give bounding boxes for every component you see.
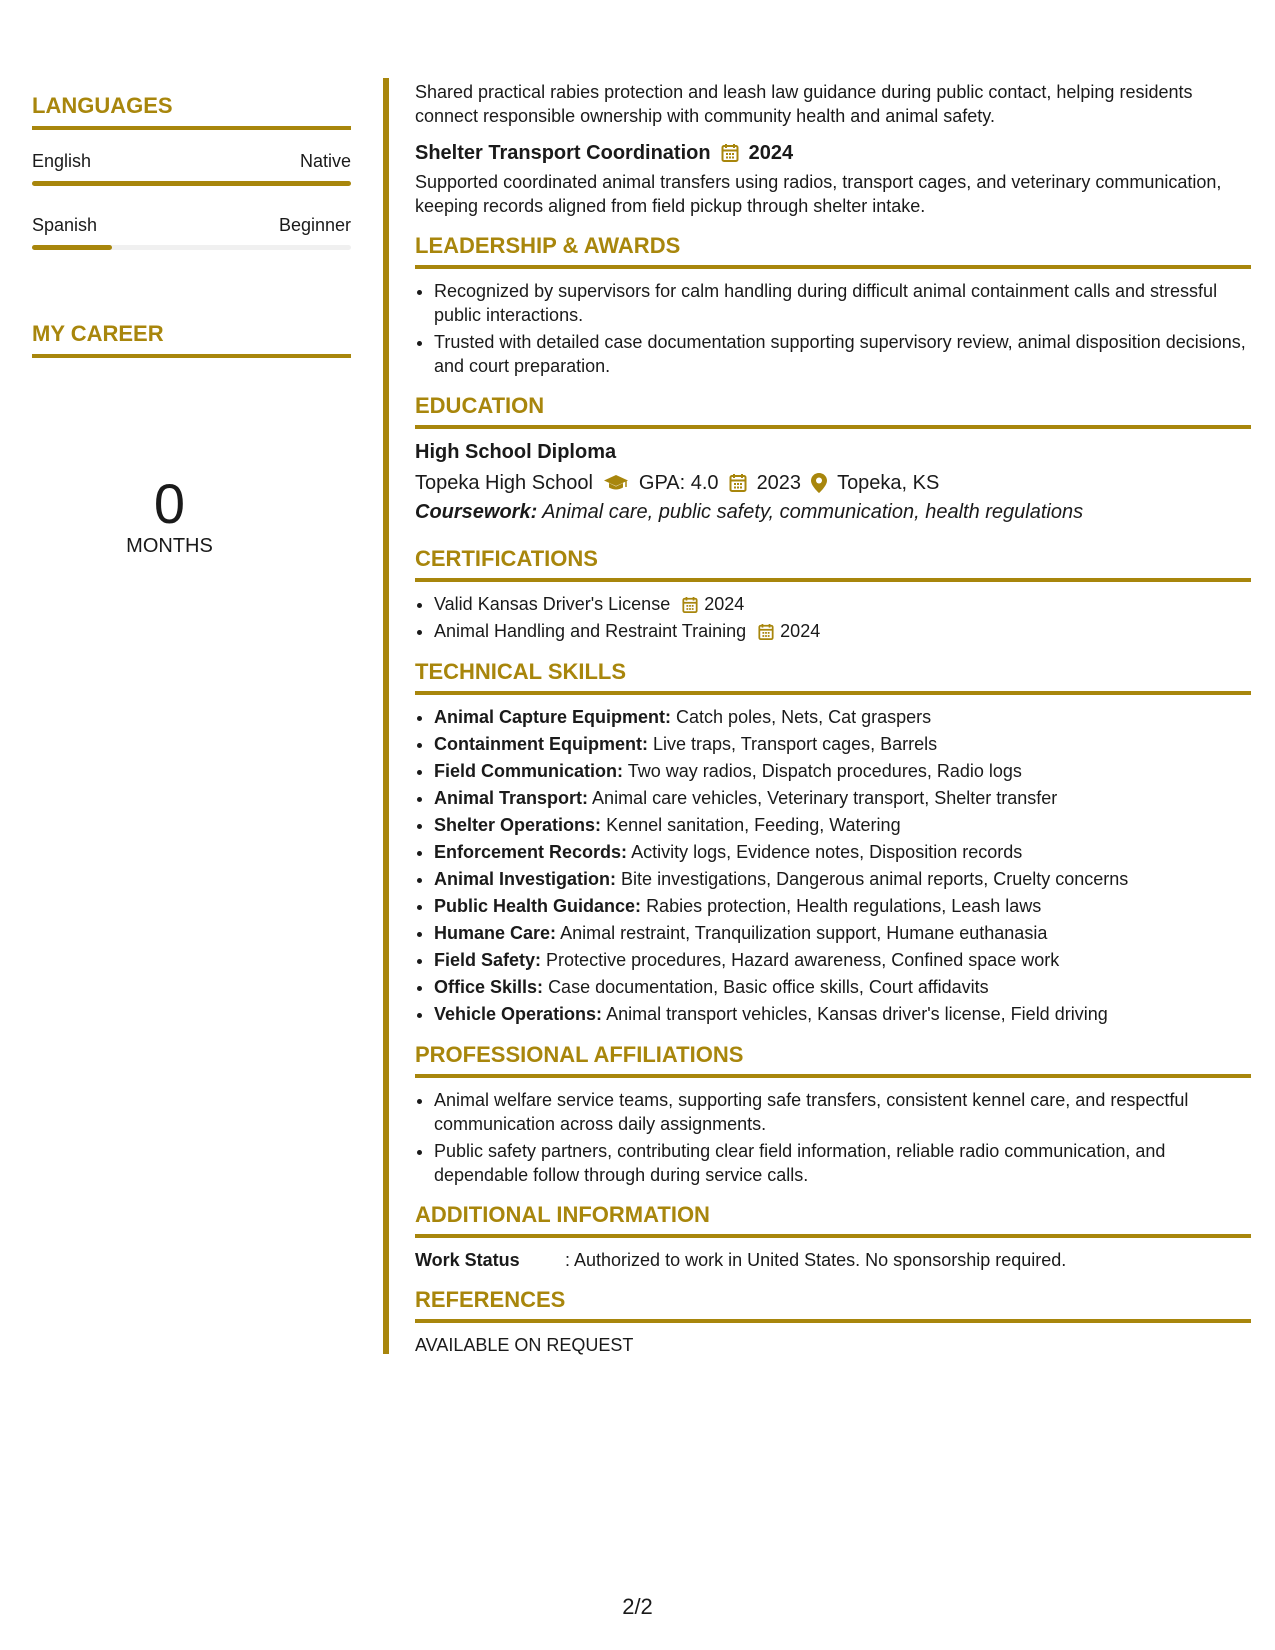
language-level: Native: [299, 151, 351, 171]
skill-item: [434, 813, 1251, 838]
skill-item: [434, 894, 1251, 919]
career-title: MY CAREER: [32, 321, 164, 346]
skill-value: Live traps, Transport cages, Barrels: [653, 734, 938, 754]
skill-item: [434, 867, 1251, 892]
affiliations-list: [415, 1088, 1251, 1187]
section-rule: [415, 425, 1251, 429]
section-rule: [415, 578, 1251, 582]
gpa: GPA: 4.0: [638, 472, 719, 494]
certifications-section: [415, 545, 1251, 644]
skill-value: Animal care vehicles, Veterinary transport, Shelter transfer: [592, 788, 1058, 808]
info-value: : Authorized to work in United States. No sponsorship required.: [565, 1250, 1067, 1270]
skill-label: Enforcement Records:: [434, 842, 628, 862]
certification-item: [434, 592, 1251, 617]
skill-value: Kennel sanitation, Feeding, Watering: [606, 815, 901, 835]
skill-value: Activity logs, Evidence notes, Disposition records: [631, 842, 1023, 862]
references-section: [415, 1286, 1251, 1357]
leadership-title: LEADERSHIP & AWARDS: [415, 233, 681, 258]
skill-item: [434, 705, 1251, 730]
additional-title: ADDITIONAL INFORMATION: [415, 1202, 710, 1227]
list-item: • Trusted with detailed case documentation supporting supervisory review, animal disposition decisions, and court preparation.: [434, 330, 1251, 378]
section-rule: [415, 1319, 1251, 1323]
skill-label: Public Health Guidance:: [434, 896, 642, 916]
skill-value: Two way radios, Dispatch procedures, Radio logs: [627, 761, 1022, 781]
career-rule: [32, 354, 351, 358]
certification-year: 2024: [780, 621, 821, 641]
degree: High School Diploma: [415, 441, 617, 463]
skills-list: [415, 705, 1251, 1027]
affiliations-section: [415, 1041, 1251, 1187]
skill-item: [434, 840, 1251, 865]
coursework: [415, 497, 1251, 527]
leadership-list: [415, 279, 1251, 378]
language-bar: [32, 245, 351, 250]
certification-name: • Animal Handling and Restraint Training: [434, 621, 747, 641]
section-rule: [415, 1074, 1251, 1078]
affiliations-title: PROFESSIONAL AFFILIATIONS: [415, 1042, 744, 1067]
entry-title: Shelter Transport Coordination: [415, 142, 711, 164]
leadership-section: [415, 232, 1251, 378]
skill-label: Vehicle Operations:: [434, 1004, 603, 1024]
certification-name: • Valid Kansas Driver's License: [434, 594, 671, 614]
school-name: Topeka High School: [415, 472, 593, 494]
section-rule: [415, 1234, 1251, 1238]
education-meta: [415, 469, 1251, 497]
skill-item: [434, 732, 1251, 757]
calendar-icon: [682, 596, 698, 614]
experience-entry: [415, 140, 1251, 218]
skill-label: Animal Investigation:: [434, 869, 617, 889]
skill-value: Rabies protection, Health regulations, Leash laws: [646, 896, 1042, 916]
certification-item: [434, 619, 1251, 644]
info-row: [415, 1248, 1251, 1272]
education-section: [415, 392, 1251, 527]
certification-year: 2024: [704, 594, 745, 614]
calendar-icon: [758, 623, 774, 641]
skill-item: [434, 1002, 1251, 1027]
career-count: 0: [153, 472, 186, 535]
entry-year: 2024: [748, 142, 794, 164]
language-item: [32, 214, 351, 250]
column-divider: [383, 78, 389, 1354]
graduation-cap-icon: [603, 474, 629, 492]
skill-label: Humane Care:: [434, 923, 557, 943]
certifications-list: [415, 592, 1251, 644]
career-unit: MONTHS: [126, 535, 213, 557]
info-label: Work Status: [415, 1250, 520, 1270]
education-title: EDUCATION: [415, 393, 545, 418]
references-text: AVAILABLE ON REQUEST: [415, 1335, 634, 1355]
school-location: Topeka, KS: [837, 472, 940, 494]
skill-item: [434, 759, 1251, 784]
skill-item: [434, 975, 1251, 1000]
languages-rule: [32, 126, 351, 130]
skill-value: Bite investigations, Dangerous animal reports, Cruelty concerns: [621, 869, 1129, 889]
list-item: • Animal welfare service teams, supporting safe transfers, consistent kennel care, and respectful communication across daily assignments.: [434, 1088, 1251, 1136]
calendar-icon: [729, 473, 747, 493]
skill-value: Case documentation, Basic office skills, Court affidavits: [548, 977, 989, 997]
right-column: [415, 80, 1251, 1357]
skill-value: Animal transport vehicles, Kansas driver's license, Field driving: [606, 1004, 1108, 1024]
skill-item: [434, 786, 1251, 811]
languages-title: LANGUAGES: [32, 93, 173, 118]
coursework-text: Animal care, public safety, communication, health regulations: [542, 501, 1084, 523]
list-item: • Public safety partners, contributing clear field information, reliable radio communication, and dependable follow through during service calls.: [434, 1139, 1251, 1187]
skill-label: Animal Capture Equipment:: [434, 707, 672, 727]
left-column: [32, 92, 351, 558]
skill-label: Animal Transport:: [434, 788, 589, 808]
references-title: REFERENCES: [415, 1287, 566, 1312]
list-item: • Recognized by supervisors for calm handling during difficult animal containment calls and stressful public interactions.: [434, 279, 1251, 327]
skill-item: [434, 921, 1251, 946]
language-level: Beginner: [278, 215, 351, 235]
skills-section: [415, 658, 1251, 1027]
skill-label: Containment Equipment:: [434, 734, 648, 754]
section-rule: [415, 691, 1251, 695]
additional-section: [415, 1201, 1251, 1272]
language-item: [32, 150, 351, 186]
page-number: 2/2: [622, 1594, 653, 1619]
career-counter: [32, 472, 307, 558]
skill-item: [434, 948, 1251, 973]
coursework-label: Coursework:: [415, 501, 538, 523]
certifications-title: CERTIFICATIONS: [415, 546, 598, 571]
skill-value: Animal restraint, Tranquilization support, Humane euthanasia: [560, 923, 1048, 943]
section-rule: [415, 265, 1251, 269]
language-bar-fill: [32, 181, 351, 186]
skill-value: Catch poles, Nets, Cat graspers: [676, 707, 932, 727]
skill-label: Field Communication:: [434, 761, 623, 781]
graduation-year: 2023: [756, 472, 802, 494]
language-bar: [32, 181, 351, 186]
language-name: English: [32, 151, 92, 171]
skills-title: TECHNICAL SKILLS: [415, 659, 627, 684]
language-bar-fill: [32, 245, 112, 250]
skill-label: Office Skills:: [434, 977, 544, 997]
skill-label: Field Safety:: [434, 950, 542, 970]
entry-description: Supported coordinated animal transfers using radios, transport cages, and veterinary communication, keeping records aligned from field pickup through shelter intake.: [415, 172, 1222, 216]
experience-intro: Shared practical rabies protection and leash law guidance during public contact, helping residents connect responsible ownership with community health and animal safety.: [415, 82, 1193, 126]
language-name: Spanish: [32, 215, 98, 235]
skill-value: Protective procedures, Hazard awareness, Confined space work: [546, 950, 1060, 970]
location-pin-icon: [811, 473, 827, 493]
skill-label: Shelter Operations:: [434, 815, 602, 835]
calendar-icon: [721, 143, 739, 163]
